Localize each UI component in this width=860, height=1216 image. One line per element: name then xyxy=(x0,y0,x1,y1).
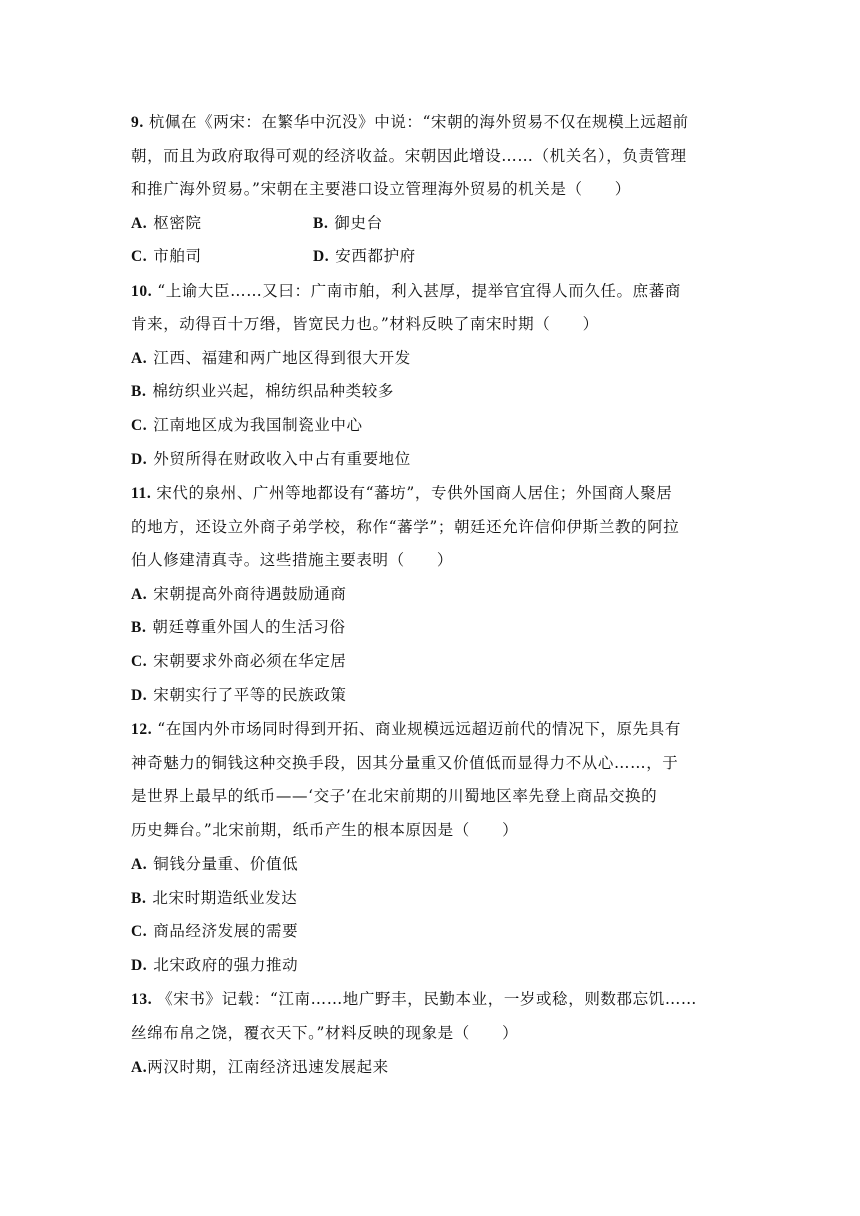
option-text: 宋朝实行了平等的民族政策 xyxy=(153,686,347,704)
option-d xyxy=(131,684,731,707)
question-stem-line: 朝，而且为政府取得可观的经济收益。宋朝因此增设……（机关名），负责管理 xyxy=(131,147,687,165)
option-d xyxy=(313,245,416,268)
question-text: “上谕大臣……又曰：广南市舶，利入甚厚，提举官宜得人而久任。庶蕃商 xyxy=(157,282,681,300)
option-row xyxy=(131,245,731,268)
question-stem-line: 是世界上最早的纸币——‘交子’在北宋前期的川蜀地区率先登上商品交换的 xyxy=(131,787,658,805)
option-text: 宋朝要求外商必须在华定居 xyxy=(153,652,347,670)
option-b xyxy=(131,887,731,910)
option-letter: D. xyxy=(131,451,148,468)
option-text: 北宋政府的强力推动 xyxy=(153,956,299,974)
option-letter: C. xyxy=(131,248,148,265)
question-stem-line xyxy=(131,280,731,303)
option-b xyxy=(313,212,383,235)
question-number: 13. xyxy=(131,991,153,1008)
option-a xyxy=(131,347,731,370)
option-letter: A. xyxy=(131,586,148,603)
option-a xyxy=(131,583,731,606)
option-text: 商品经济发展的需要 xyxy=(153,922,299,940)
option-text: 铜钱分量重、价值低 xyxy=(153,855,299,873)
option-d xyxy=(131,448,731,471)
question-stem-line xyxy=(131,718,731,741)
option-text: 宋朝提高外商待遇鼓励通商 xyxy=(153,585,347,603)
option-letter: D. xyxy=(313,248,330,265)
option-a xyxy=(131,1056,731,1079)
option-letter: C. xyxy=(131,653,148,670)
option-text: 棉纺织业兴起，棉纺织品种类较多 xyxy=(152,382,394,400)
option-text: 市舶司 xyxy=(153,247,202,265)
option-letter: C. xyxy=(131,923,148,940)
question-number: 9. xyxy=(131,114,144,131)
question-stem-line: 的地方，还设立外商子弟学校，称作“蕃学”；朝廷还允许信仰伊斯兰教的阿拉 xyxy=(131,518,680,536)
option-letter: D. xyxy=(131,957,148,974)
option-letter: A. xyxy=(131,856,148,873)
option-letter: B. xyxy=(131,619,147,636)
option-text: 安西都护府 xyxy=(335,247,416,265)
option-letter: C. xyxy=(131,417,148,434)
option-c xyxy=(131,247,202,265)
question-text: 《宋书》记载：“江南……地广野丰，民勤本业，一岁或稔，则数郡忘饥…… xyxy=(157,990,698,1008)
option-a xyxy=(131,853,731,876)
option-row xyxy=(131,212,731,235)
option-text: 江西、福建和两广地区得到很大开发 xyxy=(153,349,411,367)
option-letter: B. xyxy=(131,890,147,907)
option-text: 北宋时期造纸业发达 xyxy=(152,889,298,907)
option-text: 两汉时期，江南经济迅速发展起来 xyxy=(147,1058,389,1076)
question-stem-line xyxy=(131,482,731,505)
option-c xyxy=(131,920,731,943)
option-text: 枢密院 xyxy=(153,214,202,232)
option-c xyxy=(131,414,731,437)
option-letter: A. xyxy=(131,1059,148,1076)
option-a xyxy=(131,214,202,232)
option-c xyxy=(131,650,731,673)
option-text: 江南地区成为我国制瓷业中心 xyxy=(153,416,363,434)
option-text: 外贸所得在财政收入中占有重要地位 xyxy=(153,450,411,468)
question-number: 11. xyxy=(131,485,152,502)
question-text: 杭佩在《两宋：在繁华中沉没》中说：“宋朝的海外贸易不仅在规模上远超前 xyxy=(148,113,689,131)
question-number: 12. xyxy=(131,721,153,738)
question-stem-line: 丝绵布帛之饶，覆衣天下。”材料反映的现象是（ ） xyxy=(131,1024,519,1042)
question-stem-line xyxy=(131,111,731,134)
question-stem-line: 伯人修建清真寺。这些措施主要表明（ ） xyxy=(131,551,454,569)
option-text: 朝廷尊重外国人的生活习俗 xyxy=(152,618,346,636)
option-b xyxy=(131,616,731,639)
question-number: 10. xyxy=(131,283,153,300)
option-letter: D. xyxy=(131,687,148,704)
question-stem-line: 肯来，动得百十万缗，皆宽民力也。”材料反映了南宋时期（ ） xyxy=(131,315,599,333)
question-text: “在国内外市场同时得到开拓、商业规模远远超迈前代的情况下，原先具有 xyxy=(157,720,681,738)
option-letter: A. xyxy=(131,215,148,232)
question-text: 宋代的泉州、广州等地都设有“蕃坊”，专供外国商人居住；外国商人聚居 xyxy=(156,484,673,502)
option-letter: B. xyxy=(131,383,147,400)
question-stem-line xyxy=(131,988,731,1011)
option-text: 御史台 xyxy=(334,214,383,232)
option-letter: A. xyxy=(131,350,148,367)
option-b xyxy=(131,380,731,403)
option-d xyxy=(131,954,731,977)
question-stem-line: 和推广海外贸易。”宋朝在主要港口设立管理海外贸易的机关是（ ） xyxy=(131,180,631,198)
option-letter: B. xyxy=(313,215,329,232)
question-stem-line: 历史舞台。”北宋前期，纸币产生的根本原因是（ ） xyxy=(131,821,519,839)
question-stem-line: 神奇魅力的铜钱这种交换手段，因其分量重又价值低而显得力不从心……，于 xyxy=(131,754,679,772)
